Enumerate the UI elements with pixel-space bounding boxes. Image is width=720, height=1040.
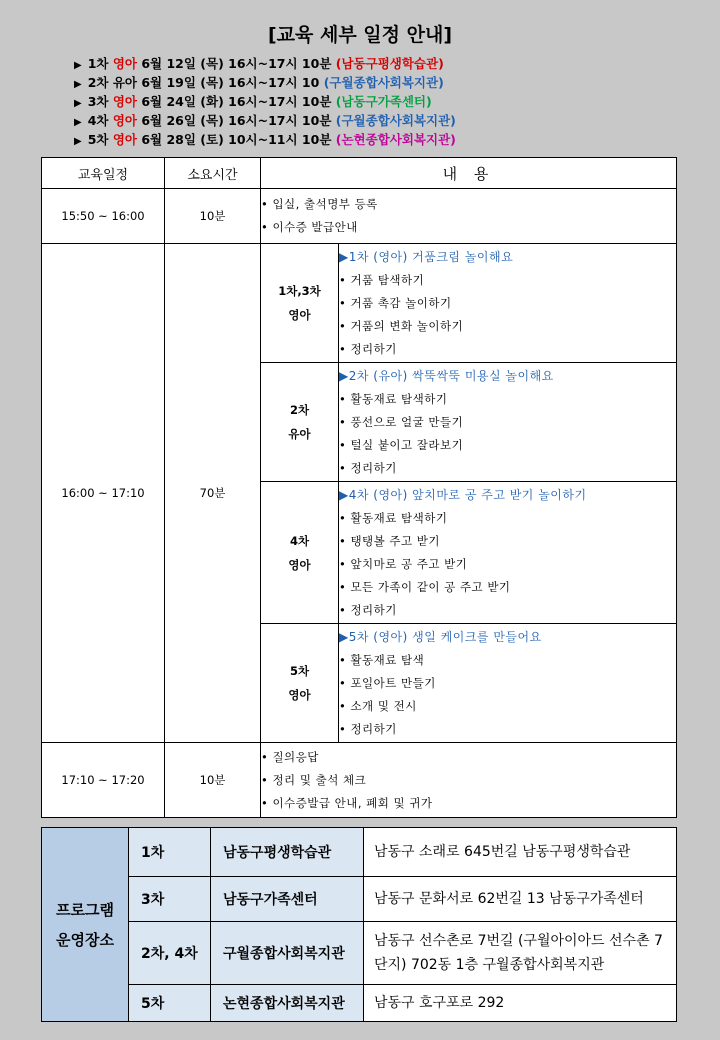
side-label-line1: 프로그램 [56, 900, 114, 919]
duration-cell: 70분 [165, 244, 261, 743]
schedule-date: 6월 28일 (토) 10시~11시 10분 [141, 132, 332, 147]
round-label: 2차 [289, 403, 310, 417]
page-title: [교육 세부 일정 안내] [267, 24, 453, 46]
table-row [42, 189, 677, 244]
list-item: • 이수증 발급안내 [261, 216, 676, 239]
round-label: 4차 [289, 533, 310, 548]
list-item: • 정리하기 [339, 338, 676, 361]
schedule-date: 6월 26일 (목) 16시~17시 10분 [141, 113, 332, 128]
list-item: • 정리하기 [339, 718, 676, 741]
schedule-place: (구월종합사회복지관) [335, 113, 456, 128]
side-label-line2: 운영장소 [56, 930, 114, 949]
schedule-place: (남동구평생학습관) [335, 56, 444, 71]
list-item: • 털실 붙이고 잘라보기 [339, 434, 676, 457]
location-row [42, 877, 677, 922]
schedule-place: (논현종합사회복지관) [335, 132, 456, 147]
location-address: 남동구 호구포로 292 [364, 985, 677, 1022]
location-table [41, 827, 677, 1022]
schedule-line [74, 92, 456, 111]
list-item: • 앞치마로 공 주고 받기 [339, 553, 676, 576]
content-cell [339, 244, 677, 363]
content-cell [261, 189, 677, 244]
list-item: • 활동재료 탐색 [339, 649, 676, 672]
schedule-round: 2차 [87, 75, 109, 90]
table-row [42, 743, 677, 818]
location-round: 5차 [129, 985, 211, 1022]
time-cell: 17:10 ~ 17:20 [42, 743, 165, 818]
schedule-group: 영아 [112, 56, 137, 71]
location-address: 남동구 소래로 645번길 남동구평생학습관 [364, 828, 677, 877]
arrow-icon: ▶ [74, 136, 82, 147]
location-row [42, 985, 677, 1022]
schedule-round: 4차 [87, 113, 109, 128]
location-name: 남동구평생학습관 [211, 828, 364, 877]
activity-title: ▶1차 (영아) 거품크림 놀이해요 [339, 250, 514, 264]
schedule-date: 6월 19일 (목) 16시~17시 10 [141, 75, 320, 90]
schedule-group: 영아 [112, 94, 137, 109]
activity-title: ▶5차 (영아) 생일 케이크를 만들어요 [339, 630, 542, 644]
schedule-line [74, 111, 456, 130]
duration-cell: 10분 [165, 743, 261, 818]
location-address: 남동구 문화서로 62번길 13 남동구가족센터 [364, 877, 677, 922]
list-item: • 활동재료 탐색하기 [339, 388, 676, 411]
group-label [261, 363, 339, 482]
schedule-group: 영아 [112, 132, 137, 147]
list-item: • 포일아트 만들기 [339, 672, 676, 695]
list-item: • 입실, 출석명부 등록 [261, 193, 676, 216]
header-date: 교육일정 [42, 158, 165, 189]
list-item: • 소개 및 전시 [339, 695, 676, 718]
content-cell [261, 743, 677, 818]
location-row [42, 828, 677, 877]
activity-title: ▶4차 (영아) 앞치마로 공 주고 받기 놀이하기 [339, 488, 587, 502]
table-header-row [42, 158, 677, 189]
location-name: 구월종합사회복지관 [211, 922, 364, 985]
group-label [261, 244, 339, 363]
content-cell [339, 482, 677, 624]
schedule-round: 3차 [87, 94, 109, 109]
age-label: 영아 [288, 557, 311, 572]
schedule-place: (구월종합사회복지관) [323, 75, 444, 90]
schedule-date: 6월 24일 (화) 16시~17시 10분 [141, 94, 332, 109]
age-label: 영아 [288, 688, 311, 702]
group-label [261, 624, 339, 743]
time-cell: 15:50 ~ 16:00 [42, 189, 165, 244]
list-item: • 정리하기 [339, 457, 676, 480]
location-name: 논현종합사회복지관 [211, 985, 364, 1022]
arrow-icon: ▶ [74, 60, 82, 71]
schedule-round: 1차 [87, 56, 109, 71]
schedule-group: 영아 [112, 113, 137, 128]
list-item: • 거품 탐색하기 [339, 269, 676, 292]
time-cell: 16:00 ~ 17:10 [42, 244, 165, 743]
arrow-icon: ▶ [74, 79, 82, 90]
location-name: 남동구가족센터 [211, 877, 364, 922]
list-item: • 활동재료 탐색하기 [339, 507, 676, 530]
duration-cell: 10분 [165, 189, 261, 244]
age-label: 영아 [288, 308, 311, 322]
location-address: 남동구 선수촌로 7번길 (구월아이아드 선수촌 7단지) 702동 1층 구월종합사회복지관 [364, 922, 677, 985]
education-schedule-table [41, 157, 677, 818]
schedule-summary [74, 54, 456, 149]
age-label: 유아 [288, 427, 311, 441]
location-row [42, 922, 677, 985]
list-item: • 거품의 변화 놀이하기 [339, 315, 676, 338]
content-cell [339, 624, 677, 743]
content-cell [339, 363, 677, 482]
schedule-date: 6월 12일 (목) 16시~17시 10분 [141, 56, 332, 71]
location-side-label [42, 828, 129, 1022]
schedule-round: 5차 [87, 132, 109, 147]
list-item: • 정리 및 출석 체크 [261, 769, 676, 792]
list-item: • 거품 촉감 놀이하기 [339, 292, 676, 315]
list-item: • 이수증발급 안내, 폐회 및 귀가 [261, 792, 676, 815]
schedule-group: 유아 [112, 75, 137, 90]
list-item: • 정리하기 [339, 599, 676, 622]
list-item: • 질의응답 [261, 746, 676, 769]
table-row [42, 244, 677, 363]
list-item: • 모든 가족이 같이 공 주고 받기 [339, 576, 676, 599]
group-label [261, 482, 339, 624]
schedule-line [74, 73, 456, 92]
schedule-line [74, 130, 456, 149]
activity-title: ▶2차 (유아) 싹뚝싹뚝 미용실 놀이해요 [339, 369, 554, 383]
header-duration: 소요시간 [165, 158, 261, 189]
list-item: • 탱탱볼 주고 받기 [339, 530, 676, 553]
round-label: 5차 [289, 664, 310, 678]
schedule-place: (남동구가족센터) [335, 94, 432, 109]
arrow-icon: ▶ [74, 117, 82, 128]
arrow-icon: ▶ [74, 98, 82, 109]
location-round: 1차 [129, 828, 211, 877]
location-round: 3차 [129, 877, 211, 922]
round-label: 1차,3차 [278, 284, 321, 298]
schedule-line [74, 54, 456, 73]
list-item: • 풍선으로 얼굴 만들기 [339, 411, 676, 434]
header-content: 내 용 [261, 158, 677, 189]
location-round: 2차, 4차 [129, 922, 211, 985]
